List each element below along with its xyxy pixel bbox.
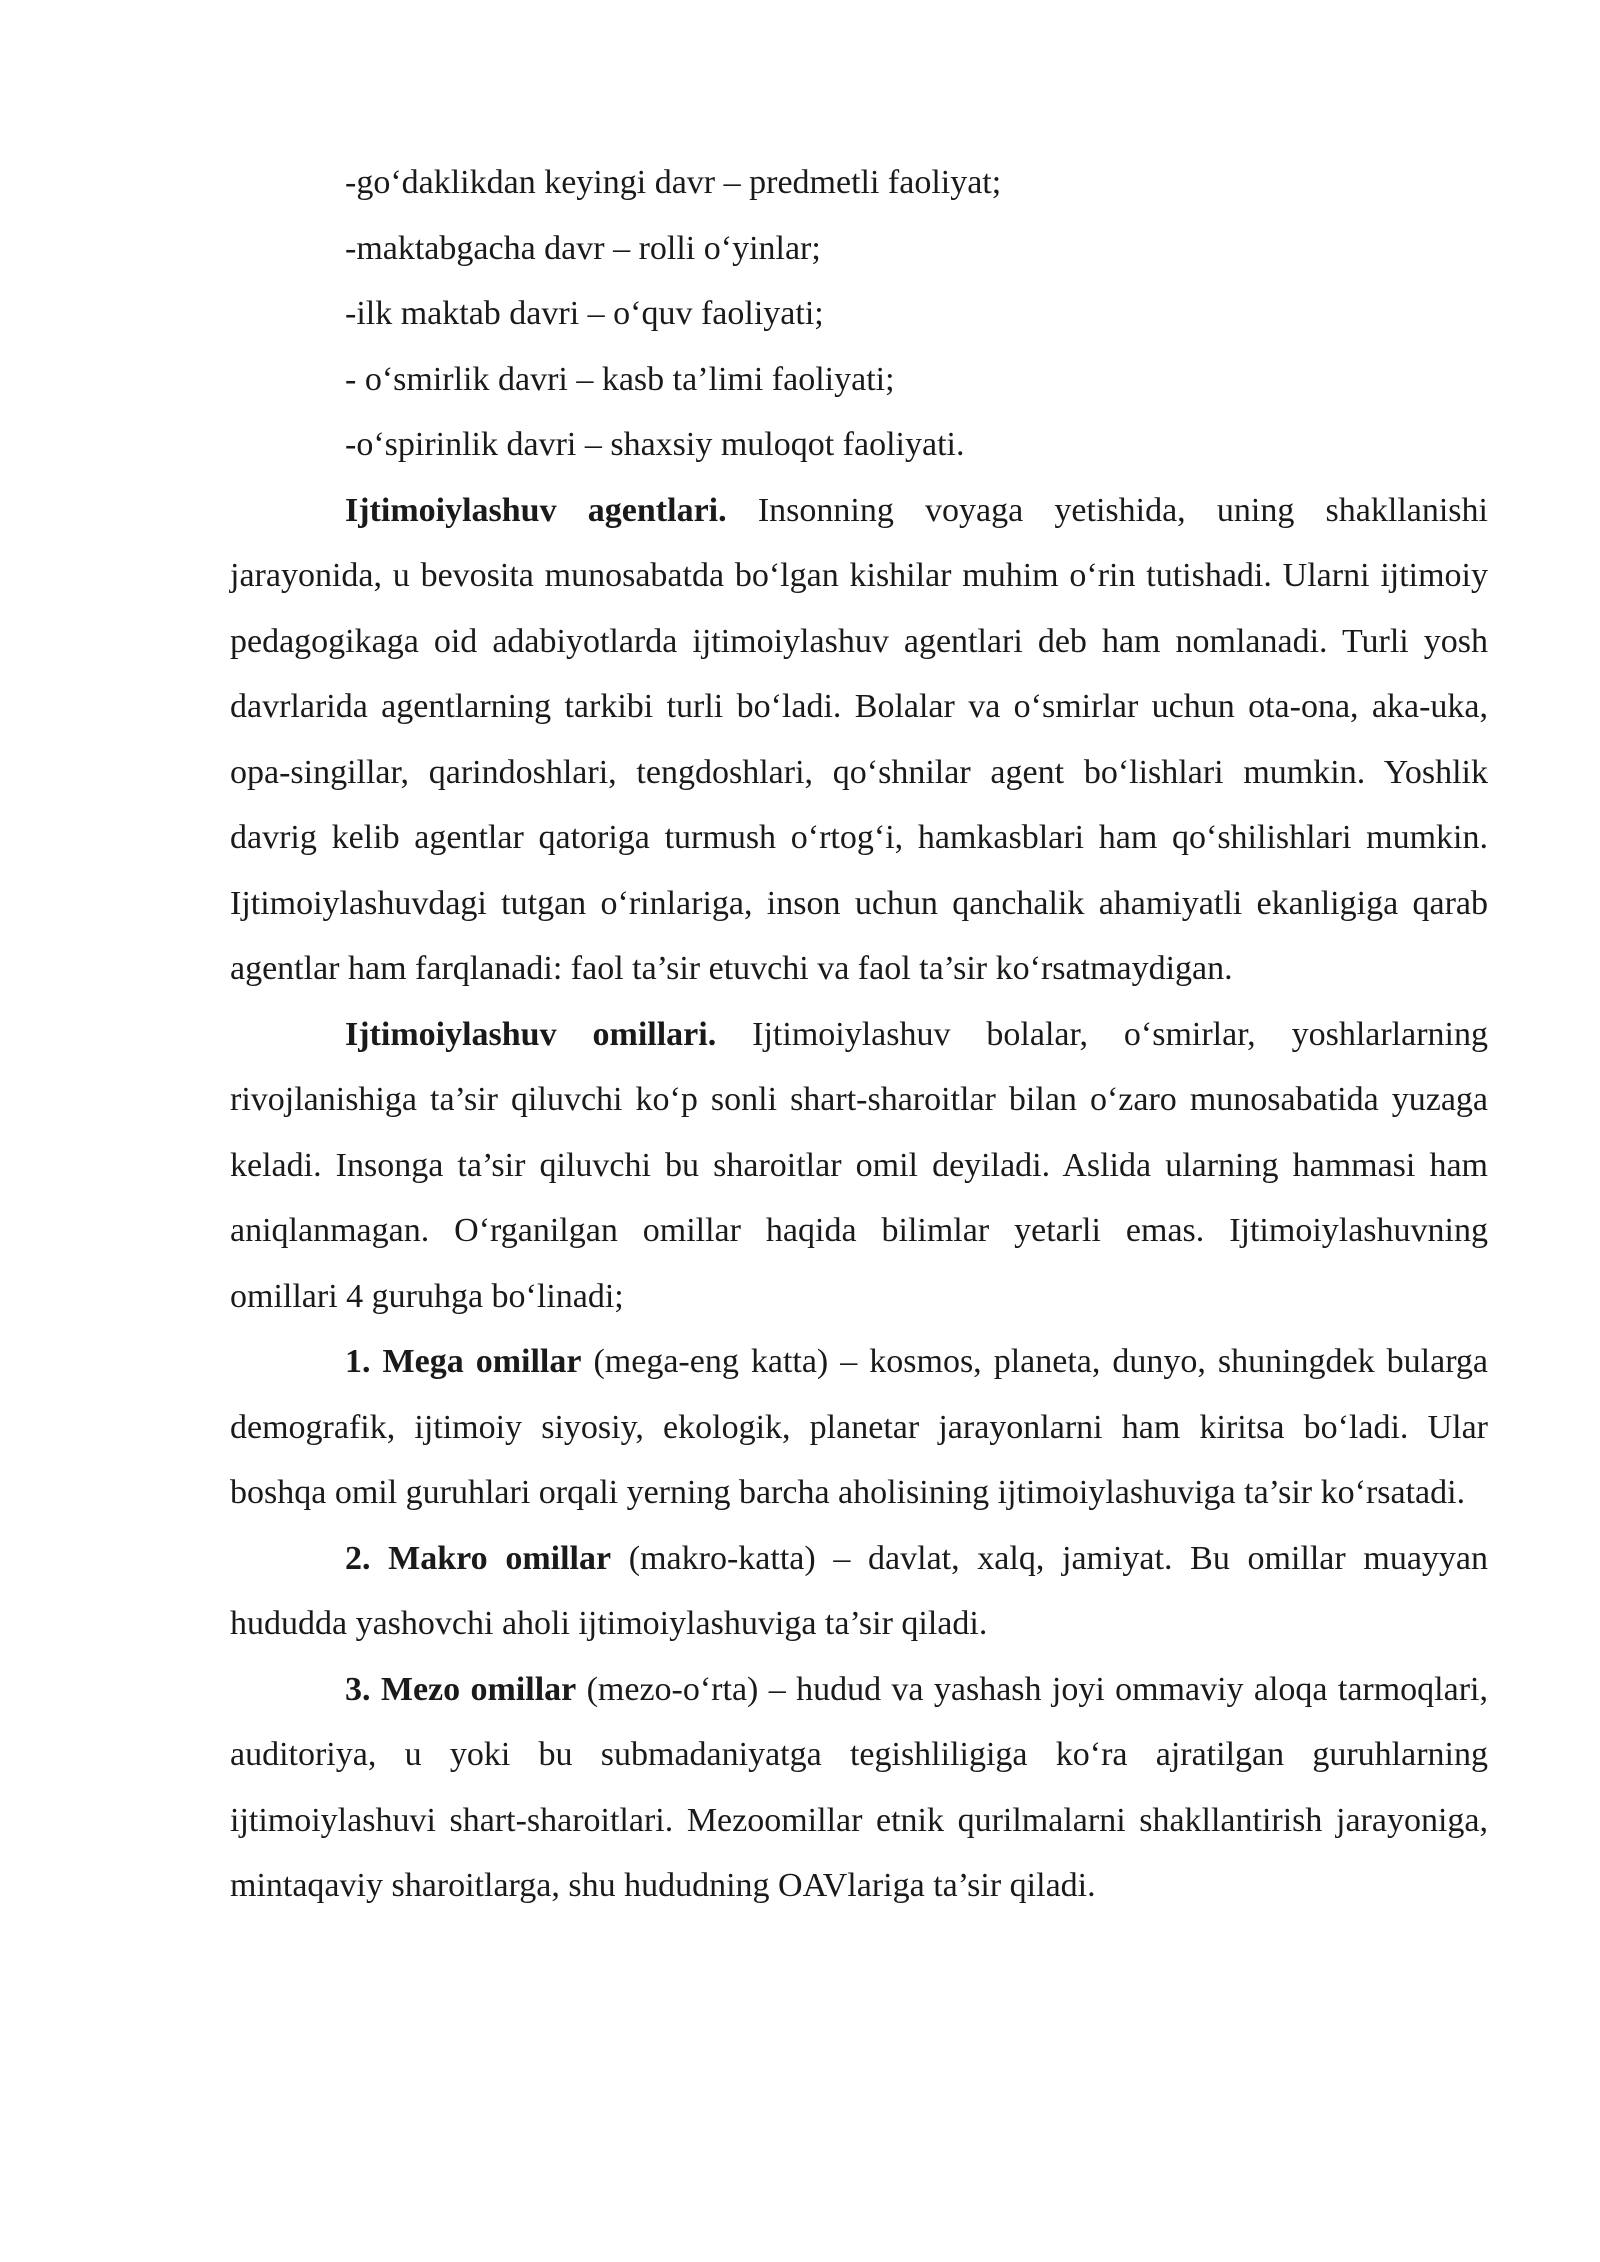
paragraph-mezo-omillar bbox=[230, 1657, 1488, 1919]
paragraph-heading: Ijtimoiylashuv agentlari. bbox=[345, 491, 727, 529]
paragraph-text: Insonning voyaga yetishida, uning shakllanishi jarayonida, u bevosita munosabatda bo‘lgan kishilar muhim o‘rin tutishadi. Ularni ijtimoiy pedagogikaga oid adabiyotlarda ijtimoiylashuv agentlari deb ham nomlanadi. Turli yosh davrlarida agentlarning tarkibi turli bo‘ladi. Bolalar va o‘smirlar uchun ota-ona, aka-uka, opa-singillar, qarindoshlari, tengdoshlari, qo‘shnilar agent bo‘lishlari mumkin. Yoshlik davrig kelib agentlar qatoriga turmush o‘rtog‘i, hamkasblari ham qo‘shilishlari mumkin. Ijtimoiylashuvdagi tutgan o‘rinlariga, inson uchun qanchalik ahamiyatli ekanligiga qarab agentlar ham farqlanadi: faol ta’sir etuvchi va faol ta’sir ko‘rsatmaydigan. bbox=[230, 491, 1488, 987]
paragraph-text: (mezo-o‘rta) – hudud va yashash joyi ommaviy aloqa tarmoqlari, auditoriya, u yoki bu submadaniyatga tegishliligiga ko‘ra ajratilgan guruhlarning ijtimoiylashuvi shart-sharoitlari. Mezoomillar etnik qurilmalarni shakllantirish jarayoniga, mintaqaviy sharoitlarga, shu hududning OAVlariga ta’sir qiladi. bbox=[230, 1670, 1488, 1904]
paragraph-text: (makro-katta) – davlat, xalq, jamiyat. Bu omillar muayyan hududda yashovchi aholi ijtimoiylashuviga ta’sir qiladi. bbox=[230, 1539, 1489, 1642]
list-item: -o‘spirinlik davri – shaxsiy muloqot faoliyati. bbox=[345, 426, 965, 463]
paragraph-text: Ijtimoiylashuv bolalar, o‘smirlar, yoshlarlarning rivojlanishiga ta’sir qiluvchi ko‘p sonli shart-sharoitlar bilan o‘zaro munosabatida yuzaga keladi. Insonga ta’sir qiluvchi bu sharoitlar omil deyiladi. Aslida ularning hammasi ham aniqlanmagan. O‘rganilgan omillar haqida bilimlar yetarli emas. Ijtimoiylashuvning omillari 4 guruhga bo‘linadi; bbox=[230, 1015, 1488, 1315]
list-item: -ilk maktab davri – o‘quv faoliyati; bbox=[345, 295, 824, 332]
paragraph-agentlar bbox=[230, 478, 1488, 1002]
paragraph-text: (mega-eng katta) – kosmos, planeta, dunyo, shuningdek bularga demografik, ijtimoiy siyosiy, ekologik, planetar jarayonlarni ham kiritsa bo‘ladi. Ular boshqa omil guruhlari orqali yerning barcha aholisining ijtimoiylashuviga ta’sir ko‘rsatadi. bbox=[230, 1343, 1488, 1511]
paragraph-heading: 2. Makro omillar bbox=[345, 1539, 612, 1577]
list-item: - o‘smirlik davri – kasb ta’limi faoliyati; bbox=[345, 360, 895, 398]
document-body bbox=[230, 150, 1488, 1919]
paragraph-heading: Ijtimoiylashuv omillari. bbox=[345, 1015, 717, 1053]
paragraph-heading: 1. Mega omillar bbox=[345, 1343, 582, 1380]
list-item: -go‘daklikdan keyingi davr – predmetli faoliyat; bbox=[345, 164, 1002, 201]
paragraph-omillar bbox=[230, 1002, 1488, 1330]
list-item: -maktabgacha davr – rolli o‘yinlar; bbox=[345, 229, 821, 267]
paragraph-mega-omillar bbox=[230, 1329, 1488, 1526]
paragraph-heading: 3. Mezo omillar bbox=[345, 1670, 577, 1708]
paragraph-makro-omillar bbox=[230, 1526, 1488, 1657]
